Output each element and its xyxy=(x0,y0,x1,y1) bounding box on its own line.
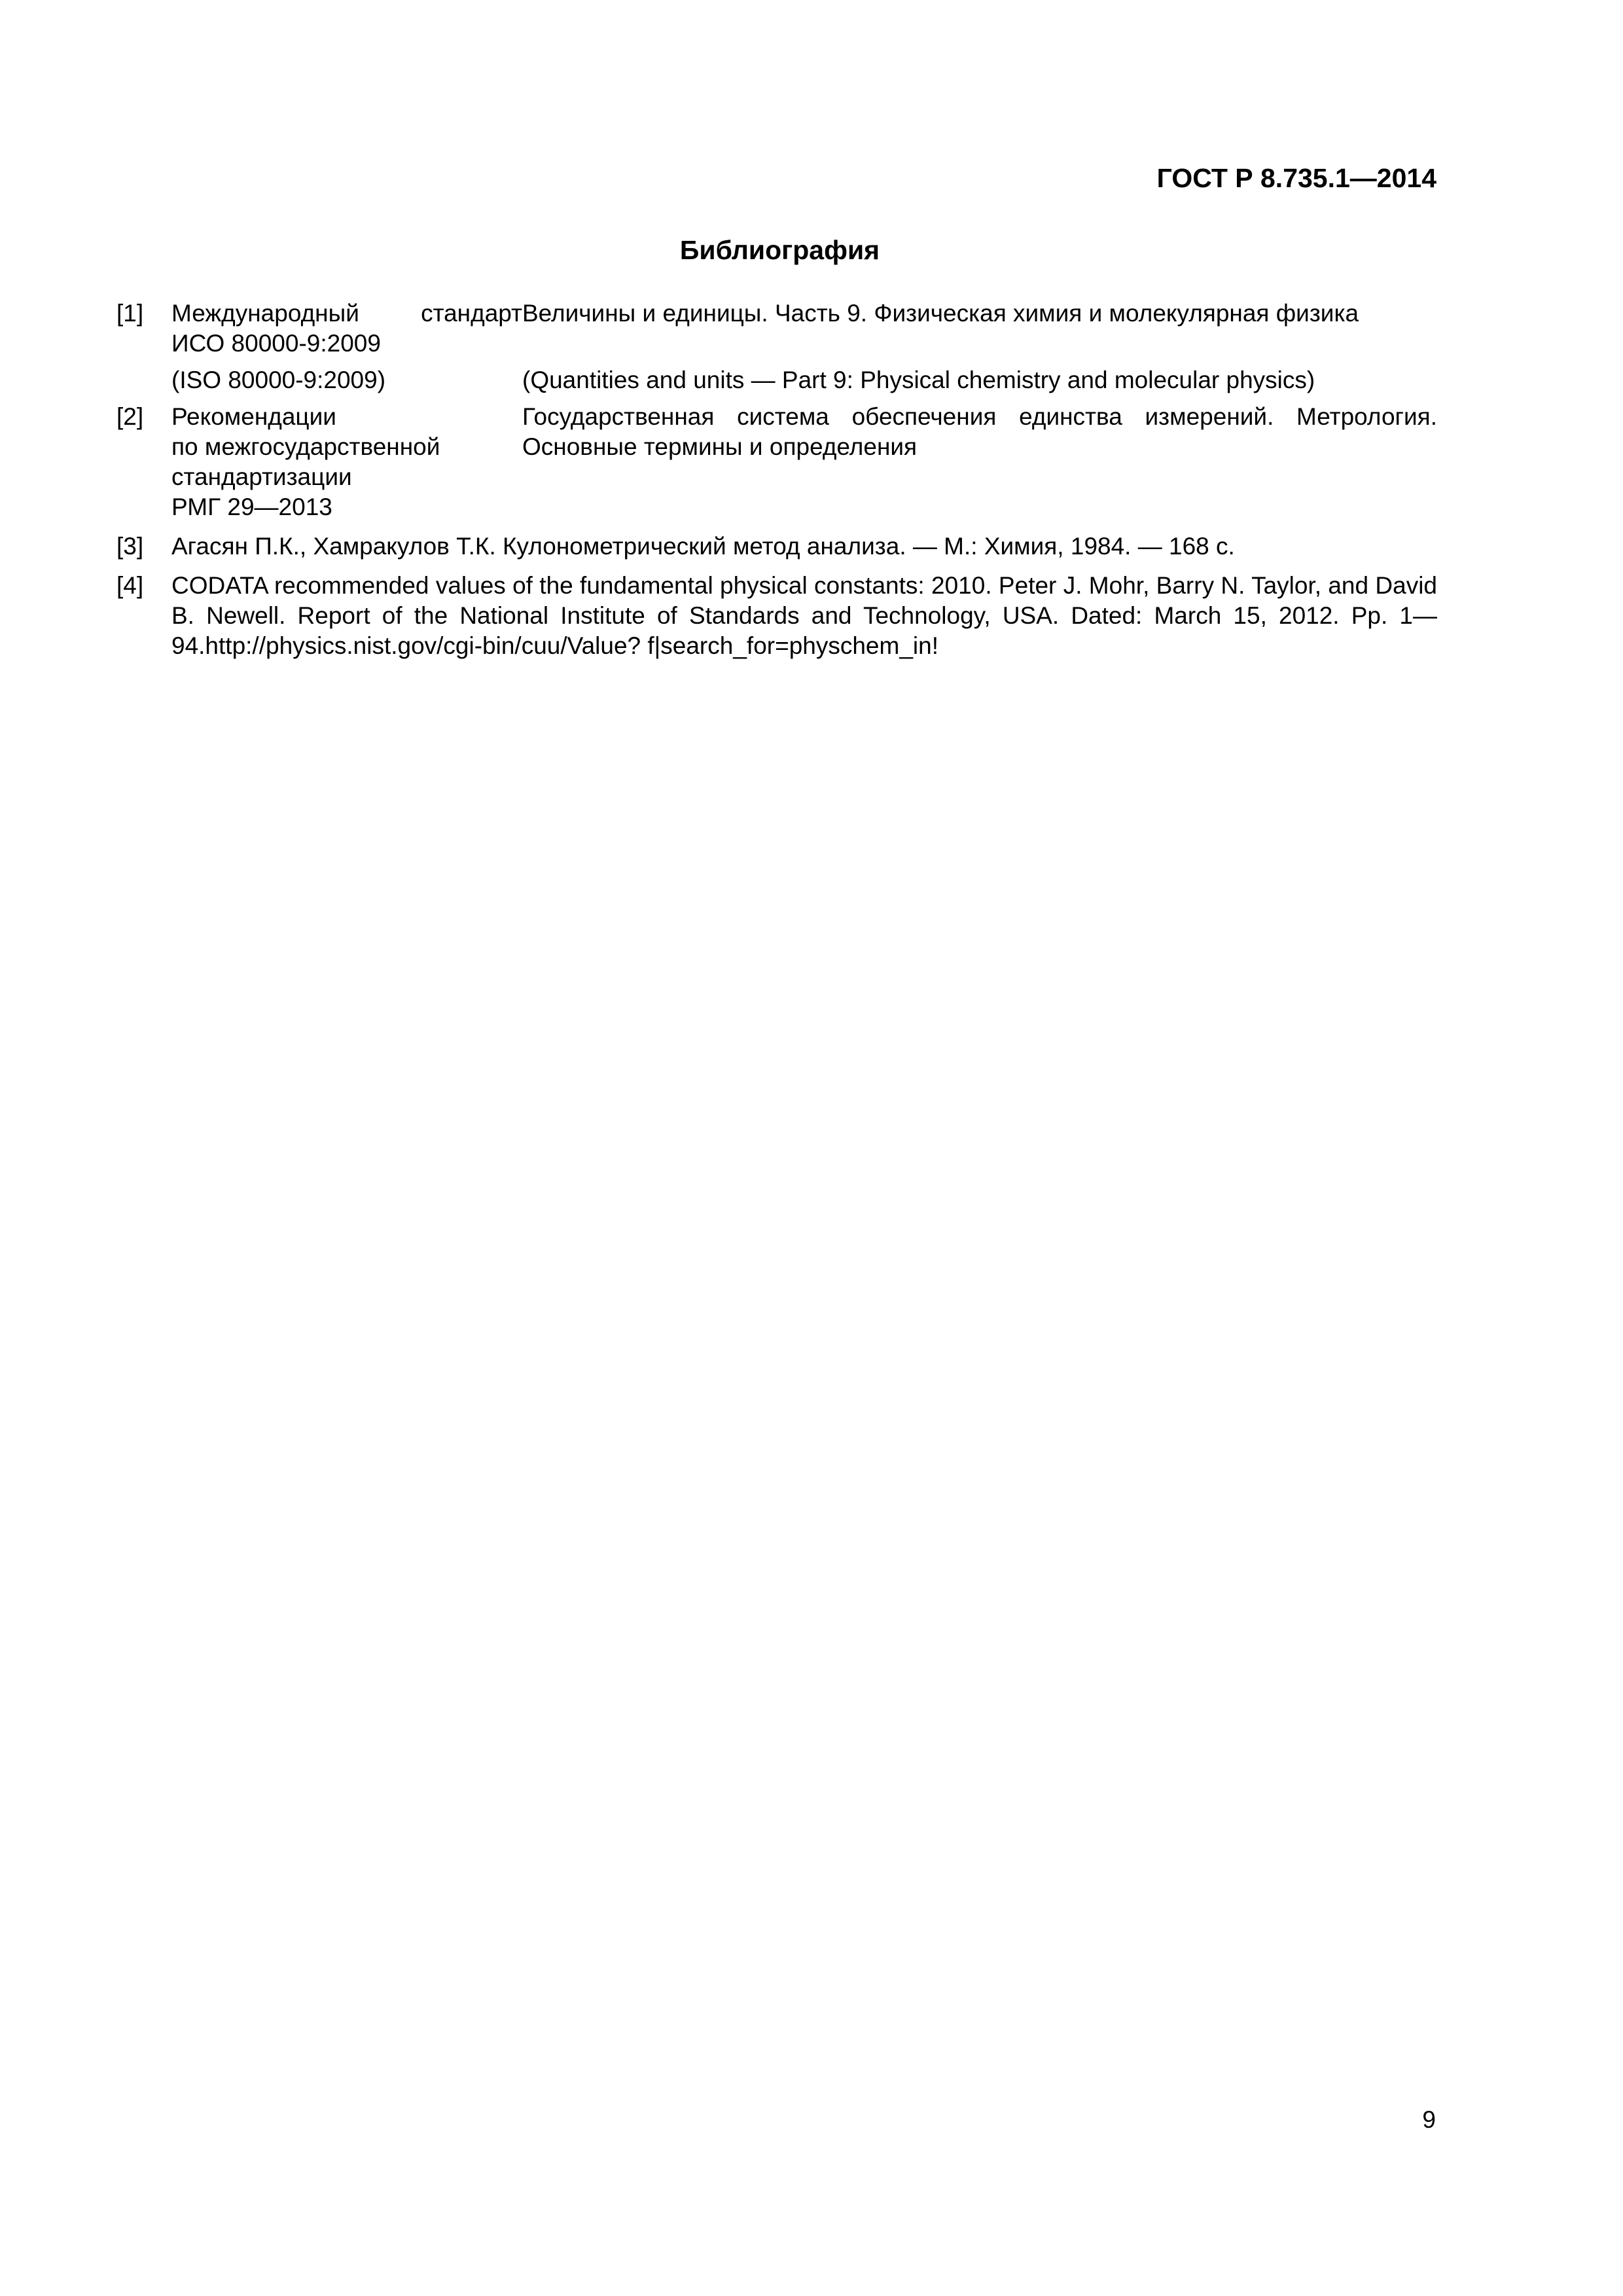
bibliography-entry-4 xyxy=(116,571,1437,661)
entry-number: [1] xyxy=(116,300,144,327)
entry-source xyxy=(171,402,522,522)
entry-number: [3] xyxy=(116,533,144,560)
entry-title: Государственная система обеспечения единства измерений. Метрология. Основные термины и определения xyxy=(522,403,1437,460)
entry-number: [2] xyxy=(116,403,144,430)
page-number: 9 xyxy=(1422,2106,1436,2133)
entry-alt-source: (ISO 80000-9:2009) xyxy=(171,367,386,393)
entry-text: CODATA recommended values of the fundamental physical constants: 2010. Peter J. Mohr, Barry N. Taylor, and David B. Newell. Report of the National Institute of Standards and Technology, USA. Dated: March 15, 2012. Pp. 1—94.http://physics.nist.gov/cgi-bin/cuu/Value? f|search_for=physchem_in! xyxy=(171,572,1437,659)
document-code: ГОСТ Р 8.735.1—2014 xyxy=(1156,163,1436,193)
entry-alt-title: (Quantities and units — Part 9: Physical chemistry and molecular physics) xyxy=(522,367,1315,393)
entry-number: [4] xyxy=(116,572,144,599)
entry-text: Агасян П.К., Хамракулов Т.К. Кулонометрический метод анализа. — М.: Химия, 1984. — 168 с. xyxy=(171,533,1235,560)
section-title: Библиография xyxy=(679,235,880,265)
entry-title: Величины и единицы. Часть 9. Физическая химия и молекулярная физика xyxy=(522,300,1359,327)
bibliography-entry-1-translation xyxy=(116,365,1437,395)
entry-source-line: РМГ 29—2013 xyxy=(171,493,332,520)
entry-source-line: стандартизации xyxy=(171,463,352,490)
entry-source-line: по межгосударственной xyxy=(171,433,440,460)
entry-source-line: Международный стандарт xyxy=(171,300,522,327)
entry-source-line: Рекомендации xyxy=(171,403,336,430)
entry-source-line: ИСО 80000-9:2009 xyxy=(171,330,381,357)
entry-source xyxy=(171,298,522,359)
bibliography-list xyxy=(116,298,1437,661)
bibliography-entry-1 xyxy=(116,298,1437,359)
bibliography-entry-2 xyxy=(116,402,1437,522)
bibliography-entry-3 xyxy=(116,531,1437,562)
